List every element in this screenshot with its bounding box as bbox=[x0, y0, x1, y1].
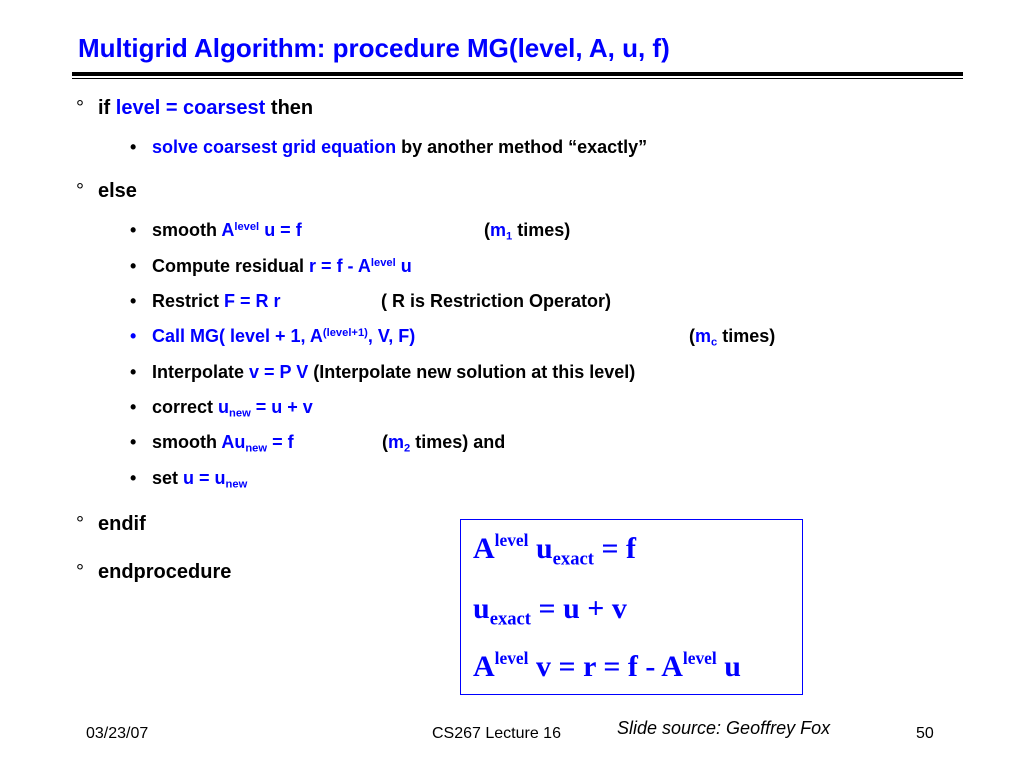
dot-bullet-icon: • bbox=[130, 256, 137, 276]
equation-3: $A^{level}$ $v = r = f - A^{level}$ u bbox=[473, 647, 741, 683]
ring-bullet-icon: ° bbox=[76, 97, 84, 119]
dot-bullet-icon: • bbox=[130, 220, 137, 240]
bullet-smooth-2: • smooth $Au_{new} = f$ bbox=[130, 432, 294, 455]
bullet-solve: • solve coarsest grid equation by another method “exactly” bbox=[130, 137, 648, 157]
equation-2: $u_{exact} = u + v$ bbox=[473, 592, 627, 630]
bullet-set: • set $u = u_{new}$ bbox=[130, 468, 248, 491]
dot-bullet-icon: • bbox=[130, 291, 137, 311]
dot-bullet-icon: • bbox=[130, 326, 137, 346]
dot-bullet-icon: • bbox=[130, 432, 137, 452]
bullet-if: ° if level = coarsest then bbox=[76, 97, 314, 119]
bullet-endprocedure: ° endprocedure bbox=[76, 561, 232, 583]
ring-bullet-icon: ° bbox=[76, 513, 84, 535]
dot-bullet-icon: • bbox=[130, 468, 137, 488]
slide-source: Slide source: Geoffrey Fox bbox=[617, 718, 831, 738]
bullet-else: ° else bbox=[76, 180, 137, 202]
bullet-endif: ° endif bbox=[76, 513, 146, 535]
restrict-note: ( R is Restriction Operator) bbox=[381, 291, 612, 311]
bullet-restrict: • Restrict F = R r bbox=[130, 291, 281, 311]
bullet-correct: • correct $u_{new} = u + v$ bbox=[130, 397, 313, 420]
call-mg-times: ($m_c$ times) bbox=[689, 326, 776, 349]
title-rule bbox=[72, 72, 963, 76]
slide-title: Multigrid Algorithm: procedure MG(level, A, u, f) bbox=[78, 33, 670, 63]
smooth-1-times: ($m_1$ times) bbox=[484, 220, 571, 243]
footer-date: 03/23/07 bbox=[86, 725, 149, 742]
ring-bullet-icon: ° bbox=[76, 561, 84, 583]
title-rule-thin bbox=[72, 78, 963, 79]
dot-bullet-icon: • bbox=[130, 137, 137, 157]
dot-bullet-icon: • bbox=[130, 362, 137, 382]
equation-1: $A^{level}$ $u_{exact} = f$ bbox=[473, 529, 637, 570]
bullet-interpolate: • Interpolate v = P V (Interpolate new solution at this level) bbox=[130, 362, 636, 382]
equation-box bbox=[460, 519, 803, 695]
bullet-smooth-1: • smooth $A^{level}$ u = f bbox=[130, 220, 302, 240]
footer-course: CS267 Lecture 16 bbox=[432, 725, 561, 742]
page-number: 50 bbox=[916, 725, 934, 742]
dot-bullet-icon: • bbox=[130, 397, 137, 417]
smooth-2-times: ($m_2$ times) and bbox=[382, 432, 506, 455]
bullet-call-mg: • Call MG( level + 1, $A^{(level+1)}$, V, F) bbox=[130, 326, 416, 346]
ring-bullet-icon: ° bbox=[76, 180, 84, 202]
bullet-residual: • Compute residual $r = f - A^{level}$ u bbox=[130, 256, 412, 276]
